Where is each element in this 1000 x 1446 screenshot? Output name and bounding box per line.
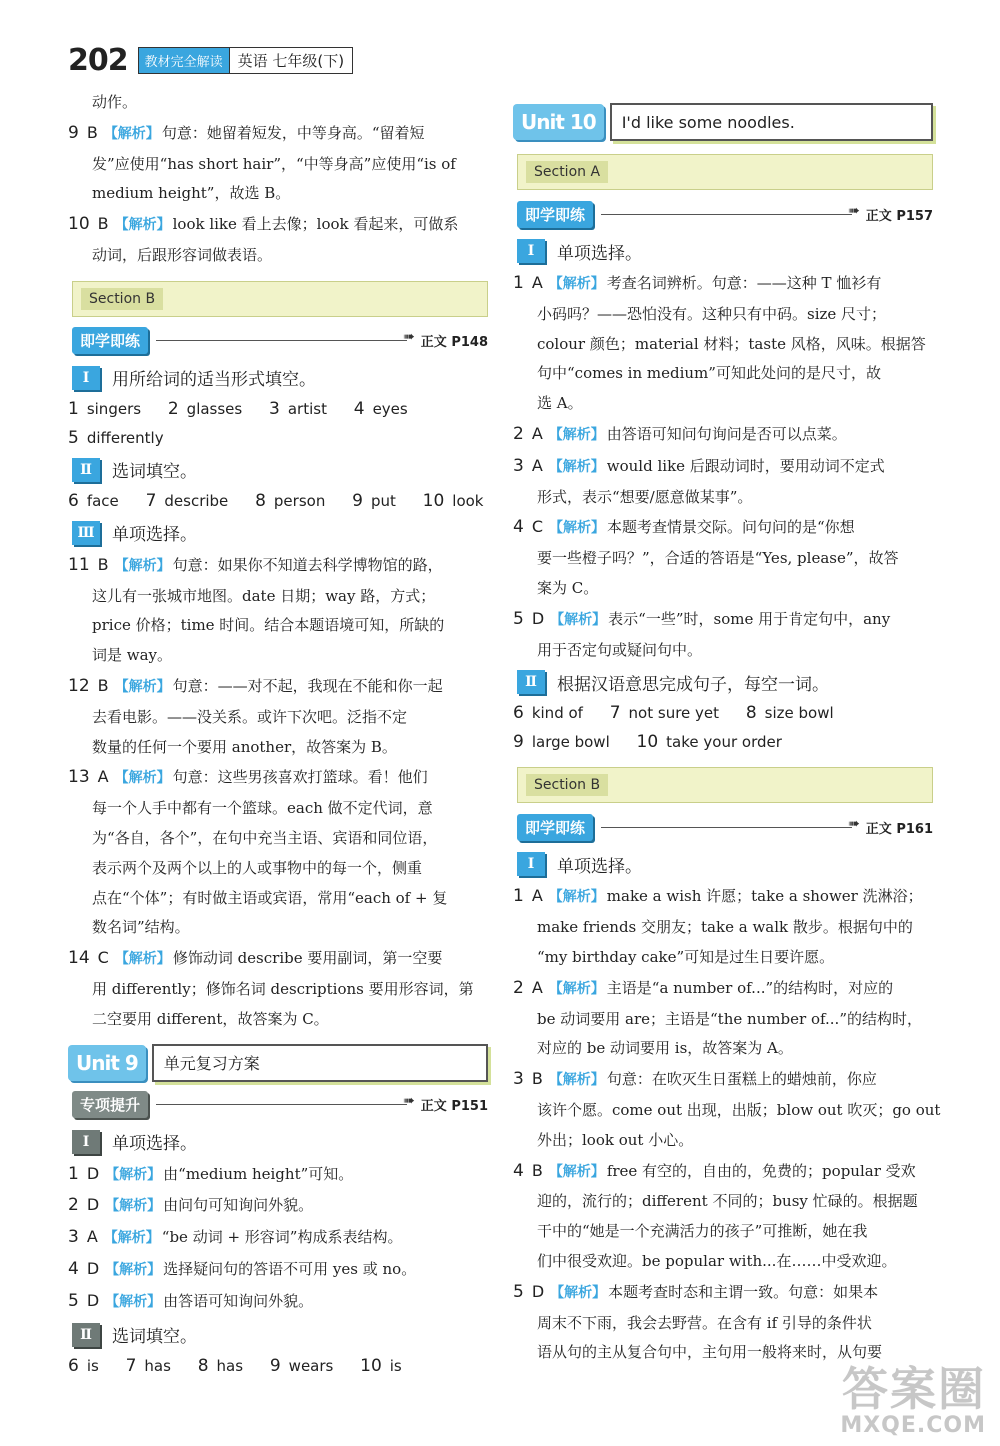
- part-1-answers: 1 singers 2 glasses 3 artist 4 eyes: [68, 398, 408, 419]
- series-badge: 教材完全解读: [138, 47, 230, 74]
- u9-question-3: 3 A 【解析】 “be 动词 + 形容词”构成系表结构。: [68, 1227, 403, 1248]
- part-2-heading: Ⅱ 选词填空。: [72, 455, 488, 485]
- section-a-bar: Section A: [517, 154, 933, 190]
- section-b-bar: Section B: [72, 281, 488, 317]
- u9-question-5: 5 D 【解析】 由答语可知询问外貌。: [68, 1290, 314, 1311]
- r-question-5: 5 D 【解析】 表示“一些”时，some 用于肯定句中，any 用于否定句或疑问句中。: [513, 608, 891, 659]
- page-header: [68, 40, 353, 80]
- question-13: 13 A 【解析】 句意：这些男孩喜欢打篮球。看！他们 每一个人手中都有一个篮球。each 做不定代词，意 为“各自，各个”，在句中充当主语、宾语和同位语， 表示两个及两个以上的人或事物中的每一个，侧重 点在“个体”；有时做主语或宾语，常用“each of + 复 数名词”结构。: [68, 767, 448, 937]
- practice-header: 即学即练 ➠ 正文 P148: [72, 325, 488, 357]
- r-question-4: 4 C 【解析】 本题考查情景交际。问句问的是“你想 要一些橙子吗？”，合适的答语是“Yes, please”，故答 案为 C。: [513, 517, 899, 597]
- watermark-brand: 答案圈: [842, 1362, 986, 1416]
- watermark-site: MXQE.COM: [840, 1413, 986, 1438]
- right-column: [513, 94, 941, 1368]
- question-12: 12 B 【解析】 句意：——对不起，我现在不能和你一起 去看电影。——没关系。或许下次吧。泛指不定 数量的任何一个要用 another，故答案为 B。: [68, 675, 443, 756]
- b-question-4: 4 B 【解析】 free 有空的，自由的，免费的；popular 受欢 迎的，流行的；different 不同的；busy 忙碌的。根据题 干中的“她是一个充满活力的孩子”可推断，她在我 们中很受欢迎。be popular with...在……中受欢迎。: [513, 1160, 918, 1270]
- unit9-part-1-heading: Ⅰ 单项选择。: [72, 1127, 488, 1157]
- practice-header-2: 即学即练 ➠ 正文 P161: [517, 811, 933, 843]
- unit-9-header: Unit 9 单元复习方案: [68, 1041, 488, 1085]
- part-1-heading: Ⅰ 用所给词的适当形式填空。: [72, 363, 488, 393]
- question-11: 11 B 【解析】 句意：如果你不知道去科学博物馆的路， 这儿有一张城市地图。date 日期；way 路，方式； price 价格；time 时间。结合本题语境可知，所缺的 词是 way。: [68, 554, 445, 665]
- question-14: 14 C 【解析】 修饰动词 describe 要用副词，第一空要 用 differently；修饰名词 descriptions 要用形容词，第 二空要用 different，故答案为 C。: [68, 948, 474, 1028]
- intro-line: 动作。: [92, 93, 138, 111]
- r-question-1: 1 A 【解析】 考查名词辨析。句意：——这种 T 恤衫有 小码吗？——恐怕没有。这种只有中码。size 尺寸； colour 颜色；material 材料；taste 风格，风味。根据答 句中“comes in medium”可知此处问的是尺寸，故 选 A。: [513, 273, 926, 413]
- unit9-part-2-heading: Ⅱ 选词填空。: [72, 1320, 488, 1350]
- r-part-3-heading: Ⅰ 单项选择。: [517, 849, 933, 879]
- practice-header-1: 即学即练 ➠ 正文 P157: [517, 198, 933, 230]
- watermark: [840, 1353, 986, 1438]
- b-question-5: 5 D 【解析】 本题考查时态和主谓一致。句意：如果本 周末不下雨，我会去野营。在含有 if 引导的条件状 语从句的主从复合句中，主句用一般将来时，从句要: [513, 1281, 883, 1362]
- b-question-3: 3 B 【解析】 句意：在吹灭生日蛋糕上的蜡烛前，你应 该许个愿。come out 出现，出版；blow out 吹灭；go out 外出；look out 小心。: [513, 1069, 941, 1149]
- r-part-1-heading: Ⅰ 单项选择。: [517, 236, 933, 266]
- r-question-2: 2 A 【解析】 由答语可知问句询问是否可以点菜。: [513, 423, 847, 444]
- unit9-part-2-answers: 6 is 7 has 8 has 9 wears 10 is: [68, 1355, 402, 1376]
- b-question-1: 1 A 【解析】 make a wish 许愿；take a shower 洗淋浴； make friends 交朋友；take a walk 散步。根据句中的 “my birthday cake”可知是过生日要许愿。: [513, 886, 923, 966]
- r-part-2-answers-row1: 6 kind of 7 not sure yet 8 size bowl: [513, 703, 834, 724]
- part-2-answers: 6 face 7 describe 8 person 9 put 10 look: [68, 490, 484, 511]
- u9-question-4: 4 D 【解析】 选择疑问句的答语不可用 yes 或 no。: [68, 1258, 417, 1279]
- unit-10-header: Unit 10 I'd like some noodles.: [513, 100, 933, 144]
- question-10: 10 B 【解析】 look like 看上去像；look 看起来，可做系 动词，后跟形容词做表语。: [68, 214, 459, 264]
- r-part-2-heading: Ⅱ 根据汉语意思完成句子，每空一词。: [517, 667, 933, 697]
- b-question-2: 2 A 【解析】 主语是“a number of...”的结构时，对应的 be 动词要用 are；主语是“the number of...”的结构时， 对应的 be 动词要用 is，故答案为 A。: [513, 977, 922, 1058]
- special-header: 专项提升 ➠ 正文 P151: [72, 1089, 488, 1121]
- question-9: 9 B 【解析】 句意：她留着短发，中等身高。“留着短 发”应使用“has short hair”，“中等身高”应使用“is of medium height”，故选 B。: [68, 122, 456, 203]
- u9-question-1: 1 D 【解析】 由“medium height”可知。: [68, 1163, 354, 1184]
- r-section-b-bar: Section B: [517, 767, 933, 803]
- part-3-heading: Ⅲ 单项选择。: [72, 518, 488, 548]
- subject-label: 英语 七年级(下): [230, 47, 353, 74]
- left-column: 动作。 9 B 【解析】 句意：她留着短发，中等身高。“留着短 发”应使用“has short hair”，“中等身高”应使用“is of medium height”，故选 B。 10 B 【解析】 look like 看上去像；look 看起来，可做系 动词，后跟形容词做表语。 Section B 即学即练 ➠ 正文 P148 Ⅰ 用所给词的适当形式填空。 1 singers 2 glasses 3 artist 4 eyes 5 differently Ⅱ 选词填空。 6 face 7 describe 8 person 9 put 10 look Ⅲ 单项选择。 11 B 【解析】 句意：如果你不知道去科学博物馆的路， 这儿有一张城市地图。date 日期；way 路，方式； price 价格；time 时间。结合本题语境可知，所缺的 词是 way。 12 B 【解析】 句意：——对不起，我现在不能和你一起 去看电影。——没关系。或许下次吧。泛指不定 数量的任何一个要用 another，故答案为 B。 13 A 【解析】 句意：这些男孩喜欢打篮球。看！他们 每一个人手中都有一个篮球。each 做不定代词，意 为“各自，各个”，在句中充当主语、宾语和同位语， 表示两个及两个以上的人或事物中的每一个，侧重 点在“个体”；有时做主语或宾语，常用“each of + 复 数名词”结构。 14 C 【解析】 修饰动词 describe 要用副词，第一空要 用 differently；修饰名词 descriptions 要用形容词，第 二空要用 different，故答案为 C。 Unit 9 单元复习方案 专项提升 ➠ 正文 P151 Ⅰ 单项选择。 1 D 【解析】 由“medium height”可知。 2 D 【解析】 由问句可知询问外貌。 3 A 【解析】 “be 动词 + 形容词”构成系表结构。 4 D 【解析】 选择疑问句的答语不可用 yes 或 no。 5 D 【解析】 由答语可知询问外貌。 Ⅱ 选词填空。 6 is 7 has 8 has 9 wears 10 is: [68, 88, 488, 1381]
- page-number: 202: [68, 42, 128, 78]
- u9-question-2: 2 D 【解析】 由问句可知询问外貌。: [68, 1195, 314, 1216]
- r-question-3: 3 A 【解析】 would like 后跟动词时，要用动词不定式 形式，表示“想要/愿意做某事”。: [513, 455, 885, 506]
- r-part-2-answers-row2: 9 large bowl 10 take your order: [513, 732, 782, 753]
